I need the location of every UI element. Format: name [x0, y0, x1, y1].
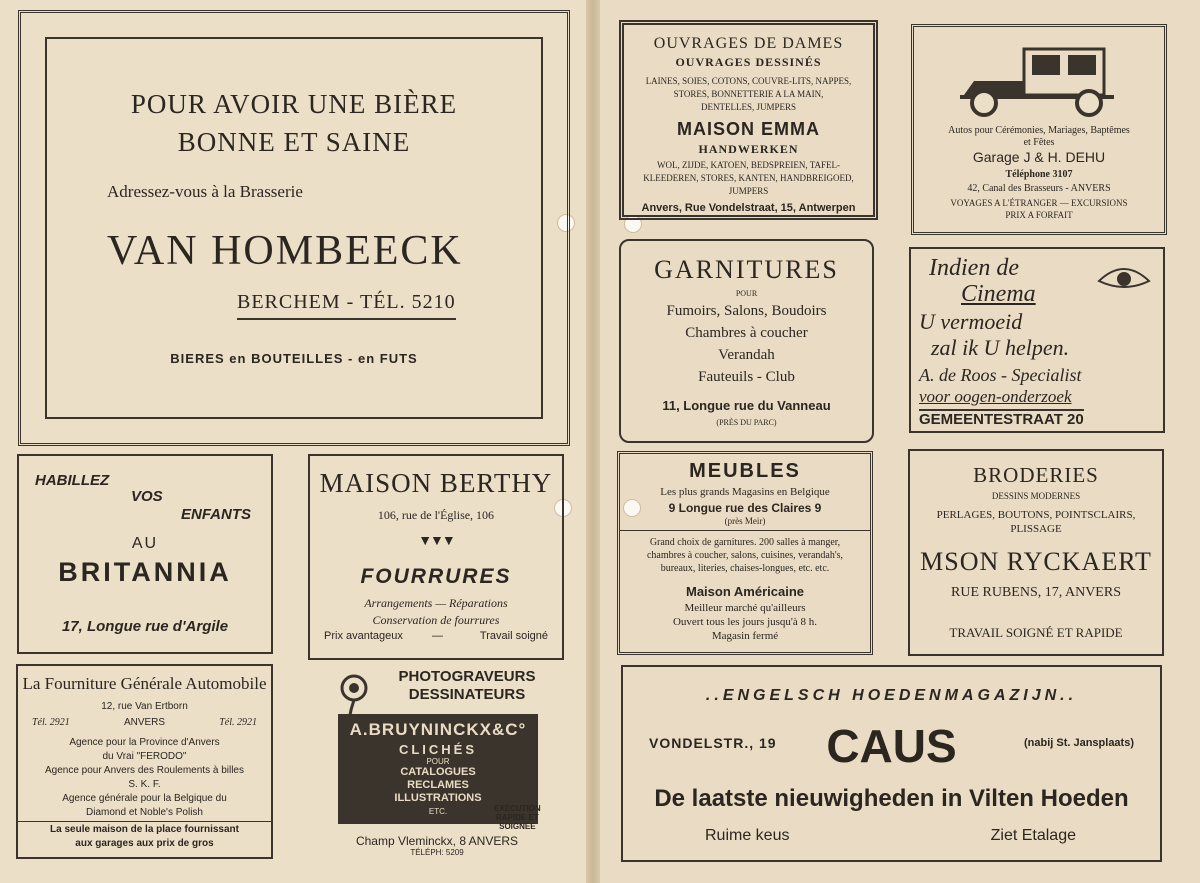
- ad-text: CATALOGUES: [400, 766, 476, 778]
- ad-text: RAPIDE ET: [496, 813, 539, 822]
- ad-text: Agence pour la Province d'Anvers: [69, 737, 220, 748]
- ad-text: A. de Roos - Specialist: [919, 365, 1082, 385]
- ad-heading: La Fourniture Générale Automobile: [22, 674, 267, 693]
- ad-text: VOS: [131, 488, 163, 505]
- shop-address: 42, Canal des Brasseurs - ANVERS: [967, 183, 1111, 194]
- brewery-address: BERCHEM - TÉL. 5210: [237, 291, 456, 320]
- shop-name: MAISON EMMA: [677, 119, 820, 139]
- ad-text: voor oogen-onderzoek: [919, 387, 1072, 406]
- ad-text: Meilleur marché qu'ailleurs: [684, 602, 806, 614]
- ad-text: AU: [131, 535, 159, 552]
- ad-garnitures: [619, 239, 874, 443]
- shop-address: RUE RUBENS, 17, ANVERS: [951, 585, 1121, 600]
- ad-footer: La seule maison de la place fournissant: [50, 824, 239, 835]
- ad-maison-emma: [619, 20, 878, 220]
- ad-text: zal ik U helpen.: [931, 335, 1070, 360]
- ad-text: POUR: [735, 289, 758, 298]
- berthy-logo-icon: ▼▼▼: [418, 534, 454, 549]
- ad-heading: DESSINATEURS: [408, 686, 526, 703]
- ad-heading: OUVRAGES DESSINÉS: [675, 55, 822, 69]
- ad-text: WOL, ZIJDE, KATOEN, BEDSPREIEN, TAFEL-: [657, 160, 840, 170]
- shop-phone: Téléphone 3107: [1005, 169, 1073, 180]
- shop-address: GEMEENTESTRAAT 20: [919, 411, 1084, 428]
- shop-name: MAISON BERTHY: [319, 468, 553, 498]
- ad-text: du Vrai "FERODO": [102, 751, 187, 762]
- shop-address: 17, Longue rue d'Argile: [61, 618, 229, 635]
- ad-text: Diamond et Noble's Polish: [86, 807, 203, 818]
- ad-tagline: De laatste nieuwigheden in Vilten Hoeden: [654, 785, 1129, 812]
- ad-text: Agence pour Anvers des Roulements à billes: [44, 765, 244, 776]
- ad-text: Prix avantageux: [324, 630, 403, 642]
- ad-text: ANVERS: [123, 717, 166, 728]
- center-gutter: [586, 0, 600, 883]
- ad-heading: GARNITURES: [654, 255, 839, 284]
- ad-text: RECLAMES: [407, 779, 469, 791]
- ad-text: Chambres à coucher: [685, 325, 808, 341]
- ad-text: Fauteuils - Club: [698, 369, 795, 385]
- company-address: Champ Vleminckx, 8 ANVERS: [355, 834, 519, 848]
- ad-heading: Cinema: [961, 281, 1036, 307]
- ad-britannia: [17, 454, 273, 654]
- ad-heading: PHOTOGRAVEURS: [398, 668, 536, 685]
- ad-text: chambres à coucher, salons, cuisines, verandah's,: [646, 550, 844, 561]
- ad-heading: MEUBLES: [689, 460, 801, 482]
- ad-bruyninckx: [322, 662, 552, 862]
- ad-text: LAINES, SOIES, COTONS, COUVRE-LITS, NAPPES,: [645, 76, 852, 86]
- ad-text: PLISSAGE: [1010, 523, 1062, 535]
- shop-name: Garage J & H. DEHU: [972, 149, 1106, 165]
- shop-address: 11, Longue rue du Vanneau: [662, 398, 831, 413]
- ad-text: SOIGNÉE: [499, 822, 536, 831]
- shop-address: 106, rue de l'Église, 106: [377, 508, 495, 522]
- ad-text: (PRÈS DU PARC): [716, 418, 777, 427]
- company-name: A.BRUYNINCKX&C°: [349, 720, 527, 739]
- ad-text: (près Meir): [724, 516, 766, 526]
- ad-meubles: [617, 451, 873, 655]
- ad-text: HABILLEZ: [35, 472, 110, 489]
- ad-text: ILLUSTRATIONS: [394, 792, 482, 804]
- ad-text: Adressez-vous à la Brasserie: [107, 182, 303, 201]
- ad-heading: HANDWERKEN: [698, 142, 799, 156]
- ad-broderies: [908, 449, 1164, 656]
- ad-heading: Indien de: [929, 255, 1019, 281]
- shop-address: 9 Longue rue des Claires 9: [668, 501, 822, 515]
- ad-text: Autos pour Cérémonies, Mariages, Baptêmes: [948, 125, 1130, 136]
- ad-heading: ..ENGELSCH HOEDENMAGAZIJN..: [705, 687, 1078, 704]
- ad-text: PRIX A FORFAIT: [1005, 210, 1073, 220]
- ad-heading: POUR AVOIR UNE BIÈRE: [130, 89, 458, 119]
- ad-text: Ouvert tous les jours jusqu'à 8 h.: [672, 616, 818, 628]
- car-icon: [954, 41, 1124, 121]
- ad-text: DESSINS MODERNES: [991, 491, 1081, 501]
- ad-text: Les plus grands Magasins en Belgique: [660, 486, 830, 498]
- ad-text: DENTELLES, JUMPERS: [700, 102, 796, 112]
- ad-text: Agence générale pour la Belgique du: [62, 793, 227, 804]
- ad-text: 12, rue Van Ertborn: [101, 701, 188, 712]
- ad-heading: BONNE ET SAINE: [177, 127, 411, 157]
- company-phone: TÉLÉPH: 5209: [410, 848, 464, 857]
- ad-text: Arrangements — Réparations: [364, 596, 508, 610]
- ad-text: Conservation de fourrures: [372, 613, 500, 627]
- ad-van-hombeeck: [18, 10, 570, 446]
- ad-text: —: [432, 630, 443, 642]
- shop-address: VONDELSTR., 19: [649, 735, 777, 751]
- ad-heading: Maison Américaine: [685, 584, 804, 599]
- ad-text: bureaux, literies, chaises-longues, etc. etc.: [660, 563, 830, 574]
- ad-text: VOYAGES A L'ÉTRANGER — EXCURSIONS: [950, 198, 1128, 208]
- ad-text: et Fêtes: [1023, 137, 1055, 148]
- ad-text: CLICHÉS: [398, 742, 478, 757]
- ad-text: (nabij St. Jansplaats): [1023, 737, 1134, 749]
- ad-text: ETC.: [428, 807, 448, 816]
- ad-text: Tél. 2921: [32, 717, 70, 728]
- ad-text: ENFANTS: [181, 506, 252, 523]
- ad-caus-hoeden: [621, 665, 1162, 862]
- shop-name: MSON RYCKAERT: [920, 547, 1152, 576]
- ad-text: Verandah: [718, 347, 775, 363]
- ad-text: EXÉCUTION: [494, 804, 541, 813]
- ad-maison-berthy: [308, 454, 564, 660]
- ad-heading: OUVRAGES DE DAMES: [653, 35, 844, 52]
- eye-icon: [1095, 257, 1153, 297]
- ad-text: Fumoirs, Salons, Boudoirs: [666, 303, 827, 319]
- ad-fourniture-automobile: [16, 664, 273, 859]
- ad-text: Magasin fermé: [711, 630, 779, 642]
- ad-text: PERLAGES, BOUTONS, POINTSCLAIRS,: [936, 509, 1136, 521]
- shop-address: Anvers, Rue Vondelstraat, 15, Antwerpen: [641, 202, 856, 214]
- ad-text: Travail soigné: [479, 630, 548, 642]
- ad-footer: BIERES en BOUTEILLES - en FUTS: [170, 351, 418, 366]
- ad-text: Ruime keus: [705, 827, 790, 844]
- shop-name: CAUS: [826, 720, 957, 772]
- ad-text: S. K. F.: [128, 779, 161, 790]
- ad-text: JUMPERS: [728, 186, 769, 196]
- brewery-name: VAN HOMBEECK: [107, 228, 463, 274]
- ad-heading: BRODERIES: [973, 463, 1099, 487]
- ad-footer: TRAVAIL SOIGNÉ ET RAPIDE: [949, 625, 1123, 640]
- ad-text: STORES, BONNETTERIE A LA MAIN,: [673, 89, 824, 99]
- ad-text: POUR: [426, 757, 450, 766]
- ad-text: Grand choix de garnitures. 200 salles à manger,: [649, 537, 841, 548]
- ad-footer: aux garages aux prix de gros: [75, 838, 214, 849]
- shop-name: BRITANNIA: [58, 557, 232, 587]
- ad-text: Tél. 2921: [219, 717, 257, 728]
- ad-heading: FOURRURES: [360, 565, 512, 588]
- ad-text: Ziet Etalage: [990, 827, 1076, 844]
- ad-cinema-optician: [909, 247, 1165, 433]
- ad-text: KLEEDEREN, STORES, KANTEN, HANDBREIGOED,: [643, 173, 854, 183]
- ad-text: U vermoeid: [919, 309, 1023, 334]
- ad-garage-dehu: [911, 24, 1167, 235]
